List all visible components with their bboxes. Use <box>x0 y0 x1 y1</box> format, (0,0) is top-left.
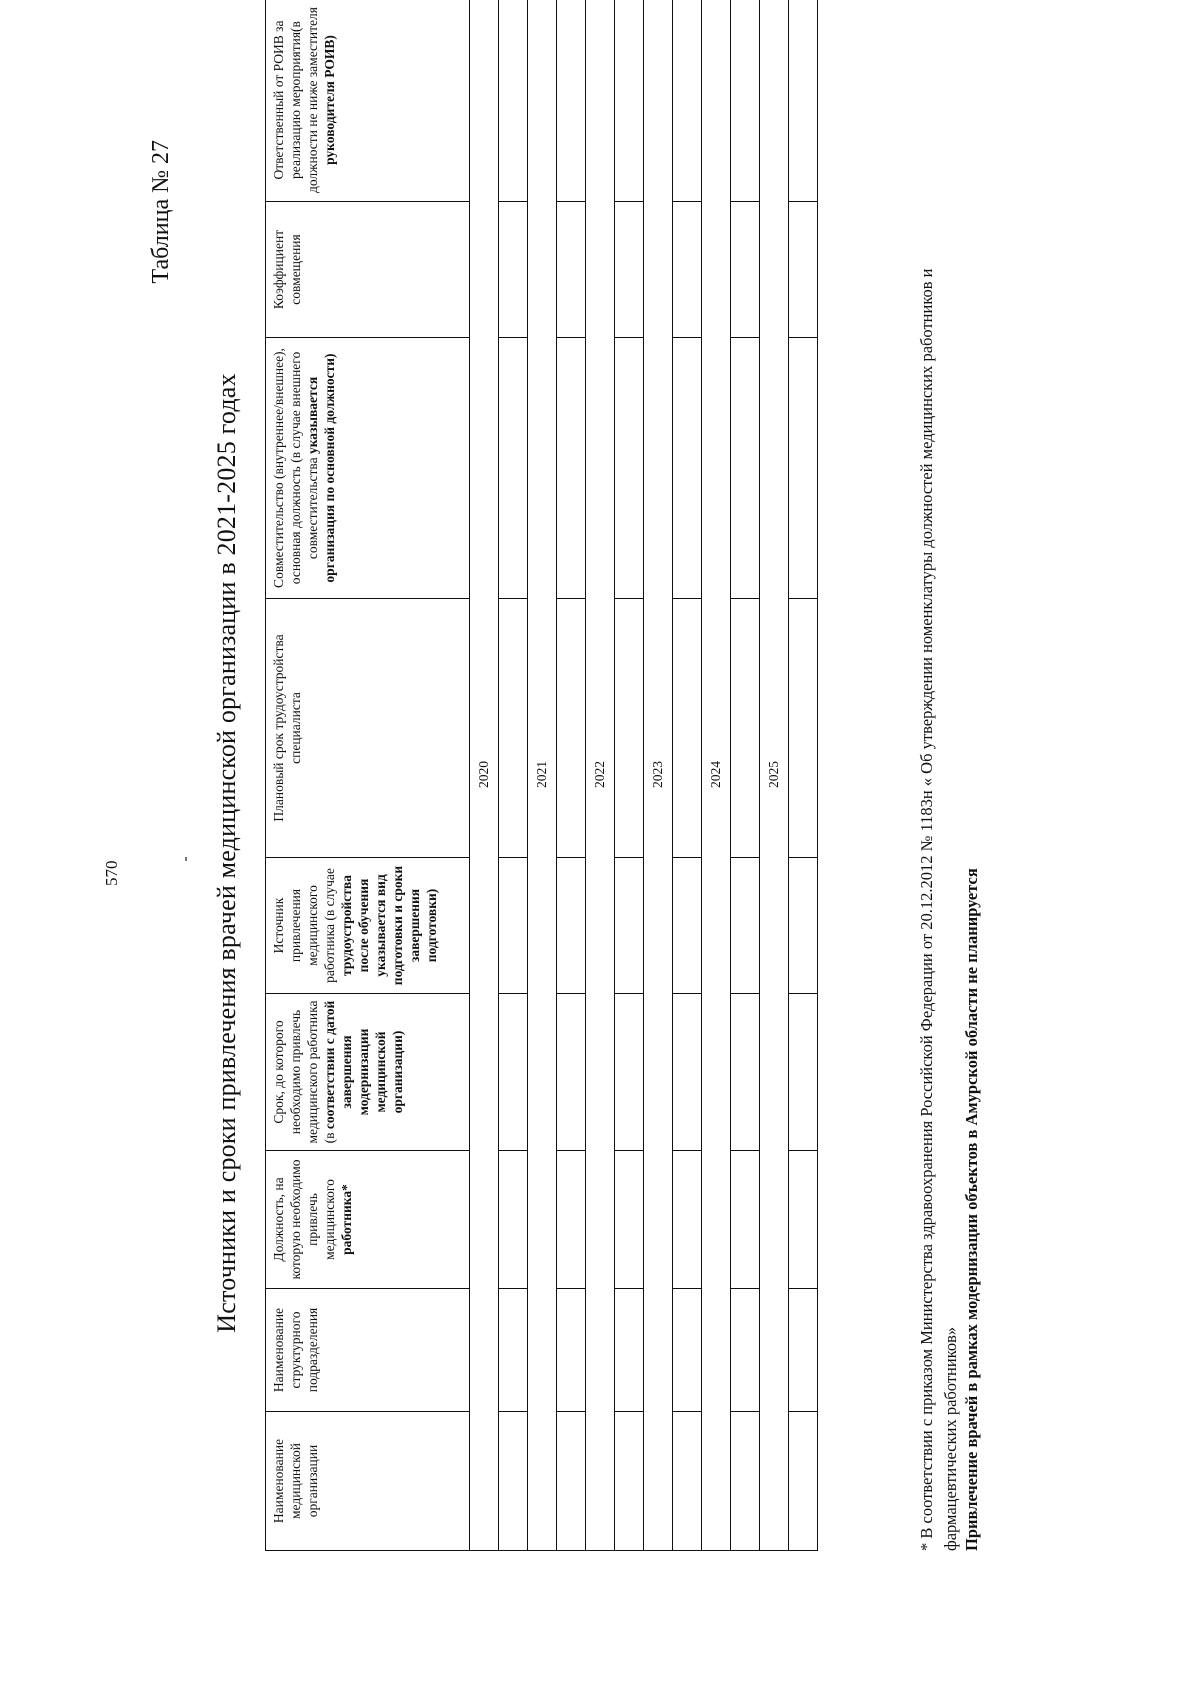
table-cell <box>731 0 760 202</box>
year-label: 2023 <box>644 0 673 1551</box>
year-label: 2020 <box>470 0 499 1551</box>
year-row <box>644 0 673 1551</box>
table-cell <box>673 994 702 1151</box>
table-cell <box>615 858 644 994</box>
column-header-responsible: Ответственный от РОИВ за реализацию мероприятия(в должности не ниже заместителя руководителя РОИВ) <box>266 0 470 202</box>
table-cell <box>615 1151 644 1289</box>
column-header-position: Должность, на которую необходимо привлечь медицинского работника* <box>266 1151 470 1289</box>
year-row <box>528 0 557 1551</box>
column-header-coefficient: Коэффициент совмещения <box>266 202 470 338</box>
table-cell <box>789 858 818 994</box>
table-cell <box>731 202 760 338</box>
table-cell <box>731 1289 760 1412</box>
table-cell <box>557 338 586 599</box>
table-cell <box>499 1412 528 1551</box>
column-header-source: Источник привлечения медицинского работника (в случае трудоустройства после обучения указывается вид подготовки и сроки завершения подготовки) <box>266 858 470 994</box>
table-row <box>789 0 818 1551</box>
year-row <box>470 0 499 1551</box>
table-row <box>673 0 702 1551</box>
table-cell <box>789 994 818 1151</box>
table-cell <box>615 1289 644 1412</box>
table-cell <box>673 338 702 599</box>
table-row <box>499 0 528 1551</box>
table-cell <box>789 202 818 338</box>
table-cell <box>499 599 528 858</box>
table-cell <box>499 202 528 338</box>
scan-mark <box>185 857 187 861</box>
year-label: 2021 <box>528 0 557 1551</box>
table-row <box>557 0 586 1551</box>
table-header-row <box>266 0 470 1551</box>
table-cell <box>673 599 702 858</box>
table-cell <box>557 1289 586 1412</box>
footnote: * В соответствии с приказом Министерства здравоохранения Российской Федерации от 20.12.2012 № 1183н « Об утверждении номенклатуры должностей медицинских работников и фармацевтических работников» <box>917 268 960 1551</box>
table-cell <box>615 202 644 338</box>
table-cell <box>557 1151 586 1289</box>
year-label: 2022 <box>586 0 615 1551</box>
table-cell <box>673 1289 702 1412</box>
staffing-table <box>265 0 818 1551</box>
table-row <box>615 0 644 1551</box>
table-cell <box>789 0 818 202</box>
table-cell <box>615 0 644 202</box>
table-number: Таблица № 27 <box>148 140 174 284</box>
column-header-organization: Наименование медицинской организации <box>266 1412 470 1551</box>
table-cell <box>731 858 760 994</box>
document-title: Источники и сроки привлечения врачей медицинской организации в 2021-2025 годах <box>212 373 241 1333</box>
table-cell <box>557 202 586 338</box>
table-cell <box>731 994 760 1151</box>
column-header-part-time: Совместительство (внутреннее/внешнее), основная должность (в случае внешнего совместительства указывается организация по основной должности) <box>266 338 470 599</box>
column-header-division: Наименование структурного подразделения <box>266 1289 470 1412</box>
table-cell <box>731 338 760 599</box>
table-cell <box>557 599 586 858</box>
table-cell <box>673 0 702 202</box>
table-cell <box>499 338 528 599</box>
table-cell <box>557 0 586 202</box>
year-row <box>702 0 731 1551</box>
year-row <box>586 0 615 1551</box>
no-plans-note: Привлечение врачей в рамках модернизации объектов в Амурской области не планируется <box>962 868 981 1551</box>
table-cell <box>731 1151 760 1289</box>
table-cell <box>789 1151 818 1289</box>
table-cell <box>557 858 586 994</box>
year-row <box>760 0 789 1551</box>
column-header-planned-date: Плановый срок трудоустройства специалиста <box>266 599 470 858</box>
page-number: 570 <box>102 860 121 886</box>
table-cell <box>615 599 644 858</box>
table-cell <box>499 0 528 202</box>
table-cell <box>673 858 702 994</box>
table-cell <box>789 338 818 599</box>
table-cell <box>789 1412 818 1551</box>
table-cell <box>499 994 528 1151</box>
table-cell <box>615 994 644 1151</box>
table-cell <box>615 1412 644 1551</box>
table-cell <box>615 338 644 599</box>
table-cell <box>673 202 702 338</box>
table-cell <box>557 994 586 1151</box>
table-cell <box>731 1412 760 1551</box>
year-label: 2024 <box>702 0 731 1551</box>
year-label: 2025 <box>760 0 789 1551</box>
table-cell <box>499 1289 528 1412</box>
table-cell <box>557 1412 586 1551</box>
table-cell <box>789 599 818 858</box>
table-cell <box>673 1412 702 1551</box>
table-cell <box>673 1151 702 1289</box>
table-cell <box>731 599 760 858</box>
column-header-deadline: Срок, до которого необходимо привлечь медицинского работника (в соответствии с датой завершения модернизации медицинской организации) <box>266 994 470 1151</box>
table-cell <box>789 1289 818 1412</box>
table-cell <box>499 858 528 994</box>
table-row <box>731 0 760 1551</box>
table-cell <box>499 1151 528 1289</box>
table-body <box>470 0 818 1551</box>
